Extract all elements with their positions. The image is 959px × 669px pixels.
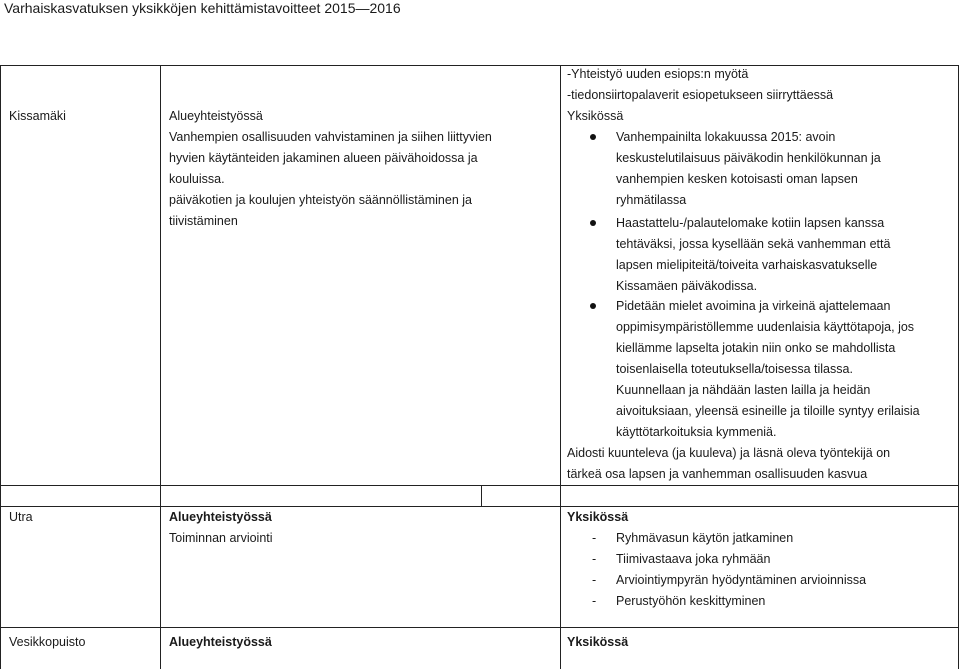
bullet-line: Kuunnellaan ja nähdään lasten lailla ja heidän (616, 383, 871, 397)
row-divider (0, 485, 959, 486)
area-line: hyvien käytänteiden jakaminen alueen päivähoidossa ja (169, 151, 478, 165)
bullet-line: ryhmätilassa (616, 193, 687, 207)
closing-line: tärkeä osa lapsen ja vanhemman osallisuuden kasvua (567, 467, 868, 481)
area-line: kouluissa. (169, 172, 225, 186)
area-heading: Alueyhteistyössä (169, 510, 272, 524)
cooperation-notes (567, 64, 833, 106)
bullet-item (616, 213, 890, 297)
bullet-line: oppimisympäristöllemme uudenlaisia käyttötapoja, jos (616, 320, 915, 334)
bullet-icon (590, 134, 596, 140)
unit-name: Kissamäki (9, 109, 66, 123)
area-heading: Alueyhteistyössä (169, 109, 263, 123)
bullet-item (616, 127, 881, 211)
dash-item (592, 528, 794, 549)
bullet-line: vanhempien kesken kotoisasti oman lapsen (616, 172, 858, 186)
dash-text: Perustyöhön keskittyminen (616, 594, 766, 608)
bullet-line: Pidetään mielet avoimina ja virkeinä ajattelemaan (616, 299, 891, 313)
dash-icon: - (592, 594, 597, 608)
area-line: päiväkotien ja koulujen yhteistyön säännöllistäminen ja (169, 193, 472, 207)
area-cooperation-cell (169, 106, 492, 232)
document-title: Varhaiskasvatuksen yksikköjen kehittämistavoitteet 2015—2016 (4, 0, 401, 16)
dash-icon: - (592, 531, 597, 545)
note-line: -tiedonsiirtopalaverit esiopetukseen siirryttäessä (567, 88, 834, 102)
bullet-line: käyttötarkoituksia kymmeniä. (616, 425, 777, 439)
unit-name: Vesikkopuisto (9, 635, 86, 649)
col-divider (481, 485, 482, 506)
area-heading: Alueyhteistyössä (169, 635, 272, 649)
bullet-line: Haastattelu-/palautelomake kotiin lapsen kanssa (616, 216, 885, 230)
row-divider (0, 627, 959, 628)
area-line: Toiminnan arviointi (169, 531, 273, 545)
dash-icon: - (592, 573, 597, 587)
bullet-item (616, 296, 920, 443)
bullet-line: tehtäväksi, jossa kysellään sekä vanhemman että (616, 237, 891, 251)
area-line: Vanhempien osallisuuden vahvistaminen ja siihen liittyvien (169, 130, 492, 144)
bullet-line: toisenlaisella toteutuksella/toisessa tilassa. (616, 362, 853, 376)
closing-line: Aidosti kuunteleva (ja kuuleva) ja läsnä oleva työntekijä on (567, 446, 891, 460)
closing-text (567, 443, 890, 485)
area-cooperation-cell (169, 507, 273, 549)
unit-heading: Yksikössä (567, 635, 629, 649)
dash-text: Ryhmävasun käytön jatkaminen (616, 531, 794, 545)
bullet-icon (590, 303, 596, 309)
dash-item (592, 570, 867, 591)
dash-text: Tiimivastaava joka ryhmään (616, 552, 771, 566)
note-line: -Yhteistyö uuden esiops:n myötä (567, 67, 749, 81)
col-divider (160, 65, 161, 669)
dash-icon: - (592, 552, 597, 566)
unit-name: Utra (9, 510, 33, 524)
bullet-line: aivoituksiaan, yleensä esineille ja tiloille syntyy erilaisia (616, 404, 920, 418)
bullet-line: Vanhempainilta lokakuussa 2015: avoin (616, 130, 836, 144)
unit-heading: Yksikössä (567, 109, 624, 123)
col-divider (0, 65, 1, 669)
row-divider (0, 506, 959, 507)
bullet-icon (590, 220, 596, 226)
unit-heading: Yksikössä (567, 510, 629, 524)
bullet-line: Kissamäen päiväkodissa. (616, 279, 758, 293)
bullet-line: lapsen mielipiteitä/toiveita varhaiskasvatukselle (616, 258, 878, 272)
dash-item (592, 549, 771, 570)
dash-text: Arviointiympyrän hyödyntäminen arvioinnissa (616, 573, 867, 587)
dash-item (592, 591, 766, 612)
area-line: tiivistäminen (169, 214, 238, 228)
col-divider (560, 65, 561, 669)
bullet-line: kiellämme lapselta jotakin niin onko se mahdollista (616, 341, 896, 355)
bullet-line: keskustelutilaisuus päiväkodin henkilökunnan ja (616, 151, 881, 165)
